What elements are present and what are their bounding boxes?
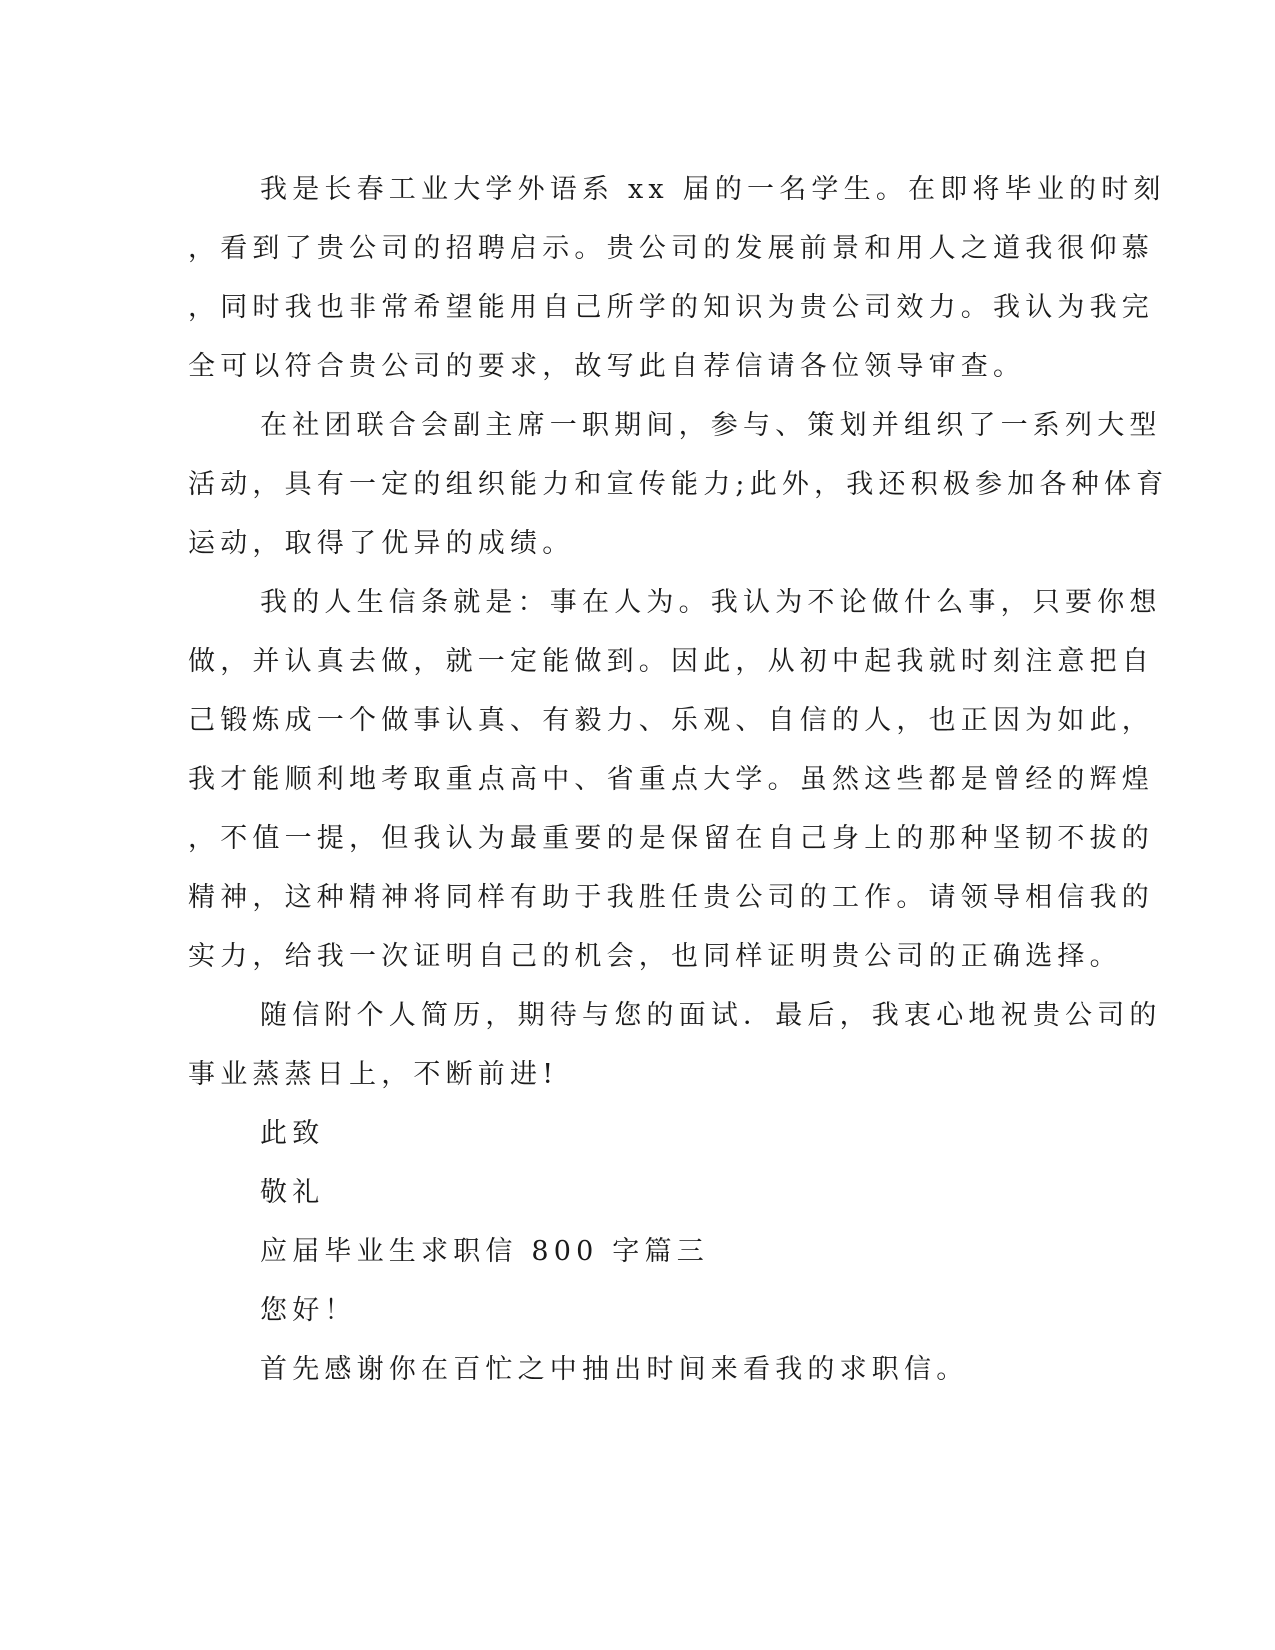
paragraph-line: 己锻炼成一个做事认真、有毅力、乐观、自信的人，也正因为如此， [188, 705, 1154, 736]
paragraph-line: 在社团联合会副主席一职期间，参与、策划并组织了一系列大型 [260, 410, 1162, 441]
section-title: 应届毕业生求职信 800 字篇三 [260, 1236, 709, 1267]
paragraph-line: ，同时我也非常希望能用自己所学的知识为贵公司效力。我认为我完 [188, 292, 1154, 323]
paragraph-line: 事业蒸蒸日上，不断前进! [188, 1059, 559, 1090]
closing-regards: 敬礼 [260, 1177, 325, 1208]
paragraph-line: 精神，这种精神将同样有助于我胜任贵公司的工作。请领导相信我的 [188, 882, 1154, 913]
closing-salutation: 此致 [260, 1118, 325, 1149]
paragraph-line: 我的人生信条就是：事在人为。我认为不论做什么事，只要你想 [260, 587, 1162, 618]
letter-body [188, 160, 1169, 1399]
paragraph-line: 做，并认真去做，就一定能做到。因此，从初中起我就时刻注意把自 [188, 646, 1154, 677]
paragraph-line: 我是长春工业大学外语系 xx 届的一名学生。在即将毕业的时刻 [260, 174, 1166, 205]
paragraph-line: 首先感谢你在百忙之中抽出时间来看我的求职信。 [260, 1354, 969, 1385]
greeting: 您好！ [260, 1295, 357, 1326]
paragraph-line: 我才能顺利地考取重点高中、省重点大学。虽然这些都是曾经的辉煌 [188, 764, 1154, 795]
paragraph-line: ，不值一提，但我认为最重要的是保留在自己身上的那种坚韧不拔的 [188, 823, 1154, 854]
paragraph-line: ，看到了贵公司的招聘启示。贵公司的发展前景和用人之道我很仰慕 [188, 233, 1154, 264]
paragraph-line: 全可以符合贵公司的要求，故写此自荐信请各位领导审查。 [188, 351, 1026, 382]
paragraph-line: 实力，给我一次证明自己的机会，也同样证明贵公司的正确选择。 [188, 941, 1122, 972]
paragraph-line: 随信附个人简历，期待与您的面试．最后，我衷心地祝贵公司的 [260, 1000, 1162, 1031]
paragraph-line: 运动，取得了优异的成绩。 [188, 528, 575, 559]
paragraph-line: 活动，具有一定的组织能力和宣传能力;此外，我还积极参加各种体育 [188, 469, 1169, 500]
